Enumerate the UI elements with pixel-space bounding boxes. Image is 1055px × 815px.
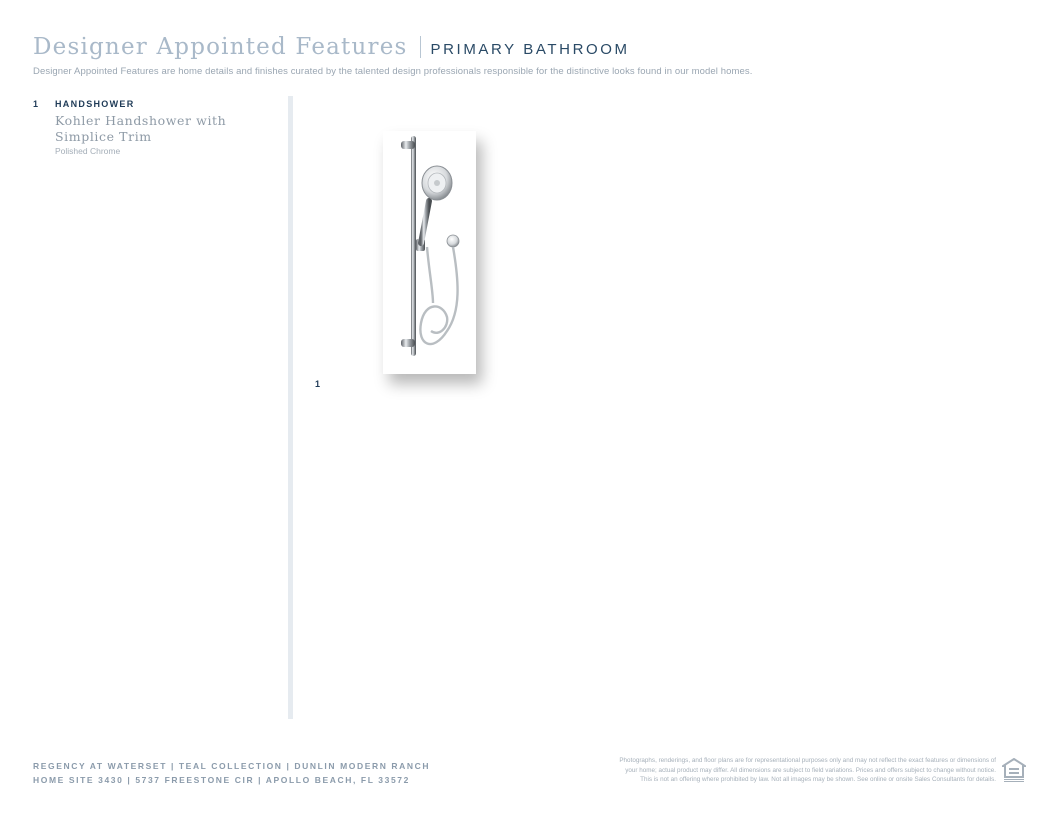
title-row — [33, 34, 1033, 60]
handshower-illustration — [383, 131, 476, 374]
community-line: REGENCY AT WATERSET | TEAL COLLECTION | DUNLIN MODERN RANCH — [33, 761, 431, 771]
intro-text: Designer Appointed Features are home details and finishes curated by the talented design professionals responsible for the distinctive looks found in our model homes. — [33, 66, 753, 77]
page-title: Designer Appointed Features — [33, 34, 408, 60]
feature-heading — [33, 99, 278, 109]
community-info — [33, 759, 430, 787]
disclaimer-line: Photographs, renderings, and floor plans are for representational purposes only and may not reflect the exact features or dimensions of — [619, 757, 996, 764]
feature-number: 1 — [33, 99, 39, 109]
column-divider — [288, 96, 293, 719]
handshower-image — [383, 131, 476, 374]
homesite-line: HOME SITE 3430 | 5737 FREESTONE CIR | APOLLO BEACH, FL 33572 — [33, 775, 410, 785]
photo-number-marker: 1 — [315, 379, 321, 389]
disclaimer-line: This is not an offering where prohibited by law. Not all images may be shown. See online or onsite Sales Consultants for details. — [640, 776, 996, 783]
feature-name: Kohler Handshower with Simplice Trim — [55, 113, 227, 144]
disclaimer-line: your home; actual product may differ. All dimensions are subject to field variations. Prices and offers subject to change without notice. — [625, 766, 996, 774]
page-header — [33, 34, 1033, 77]
disclaimer — [516, 756, 996, 785]
feature-item — [33, 99, 278, 156]
title-separator — [420, 36, 421, 58]
room-title: PRIMARY BATHROOM — [430, 41, 630, 58]
feature-category: HANDSHOWER — [55, 99, 135, 109]
feature-list — [33, 99, 278, 156]
feature-finish: Polished Chrome — [55, 146, 121, 156]
equal-housing-opportunity-icon — [1002, 758, 1026, 784]
